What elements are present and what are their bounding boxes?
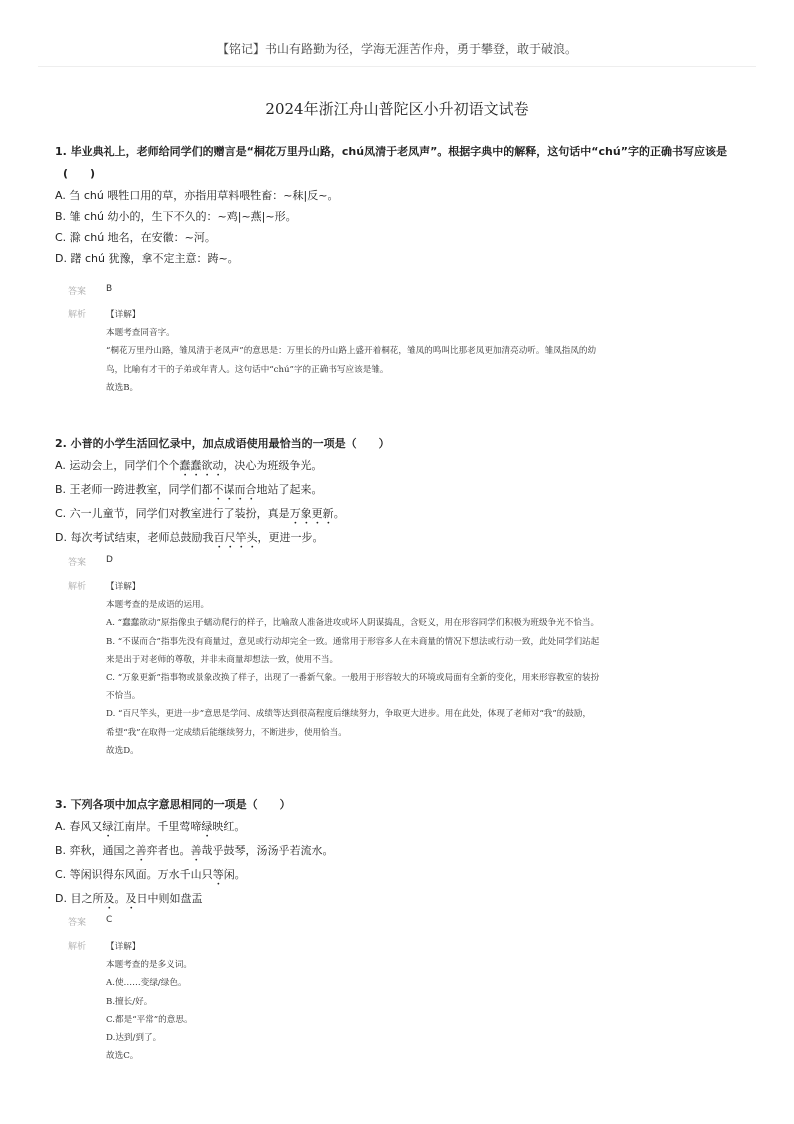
q2-analysis-block (68, 578, 728, 760)
q1-answer-block (68, 284, 728, 297)
analysis-line: 故选D。 (106, 745, 139, 756)
analysis-line: 【详解】 (106, 942, 141, 952)
analysis-line: D. “百尺竿头，更进一步”意思是学问、成绩等达到很高程度后继续努力，争取更大进步。用在此处，体现了老师对“我”的鼓励， (106, 709, 592, 720)
q2-option-a: A. 运动会上，同学们个个蠢蠢欲动，决心为班级争光。 (55, 459, 323, 472)
q3-option-d: D. 目之所及。及日中则如盘盂 (55, 892, 203, 905)
emphasized-char: 等 (212, 868, 224, 881)
analysis-line: 本题考查的是成语的运用。 (106, 600, 210, 611)
analysis-line: 本题考查同音字。 (106, 328, 175, 339)
q3-analysis-block (68, 938, 728, 1065)
q3-option-a: A. 春风又绿江南岸。千里莺啼绿映红。 (55, 820, 246, 833)
answer-label: 答案 (68, 918, 87, 928)
q3-option-b: B. 弈秋，通国之善弈者也。善哉乎鼓琴，汤汤乎若流水。 (55, 844, 334, 857)
emphasized-idiom: 蠢蠢欲动 (179, 459, 224, 472)
analysis-label: 解析 (68, 310, 87, 320)
analysis-line: 鸟，比喻有才干的子弟或年青人。这句话中“chú”字的正确书写应该是雏。 (106, 364, 389, 375)
analysis-line: A. “蠢蠢欲动”原指像虫子蠕动爬行的样子，比喻敌人准备进攻或坏人阴谋捣乱，含贬义，用在形容同学们积极为班级争光不恰当。 (106, 618, 600, 629)
q1-option-c: C. 滁 chú 地名，在安徽：~河。 (55, 231, 216, 244)
q2-answer-value: D (106, 555, 113, 565)
page-title: 2024年浙江舟山普陀区小升初语文试卷 (265, 100, 529, 118)
question-3 (55, 794, 745, 912)
question-2-stem: 2. 小普的小学生活回忆录中，加点成语使用最恰当的一项是（ ） (55, 437, 390, 450)
q1-option-b: B. 雏 chú 幼小的，生下不久的：~鸡|~燕|~形。 (55, 210, 297, 223)
header-divider (38, 66, 756, 67)
analysis-label: 解析 (68, 942, 87, 952)
q2-option-c: C. 六一儿童节，同学们对教室进行了装扮，真是万象更新。 (55, 507, 345, 520)
q2-option-b: B. 王老师一跨进教室，同学们都不谋而合地站了起来。 (55, 483, 323, 496)
q3-answer-block (68, 915, 728, 928)
q3-answer-value: C (106, 915, 113, 925)
q1-analysis-block (68, 306, 728, 397)
emphasized-idiom: 不谋而合 (212, 483, 257, 496)
q1-option-d: D. 躇 chú 犹豫，拿不定主意：踌~。 (55, 252, 239, 265)
analysis-line: “桐花万里丹山路，雏凤清于老凤声”的意思是：万里长的丹山路上盛开着桐花，雏凤的鸣叫比那老凤更加清亮动听。雏凤指凤的幼 (106, 346, 597, 357)
emphasized-char: 及 (125, 892, 137, 905)
answer-label: 答案 (68, 287, 87, 297)
emphasized-char: 绿 (201, 820, 213, 833)
analysis-line: A.使……变绿/绿色。 (106, 978, 187, 989)
question-1-stem: 1. 毕业典礼上，老师给同学们的赠言是“桐花万里丹山路，chú凤清于老凤声”。根据字典中的解释，这句话中“chú”字的正确书写应该是 (55, 145, 727, 158)
analysis-line: 本题考查的是多义词。 (106, 960, 192, 971)
q3-option-c: C. 等闲识得东风面。万水千山只等闲。 (55, 868, 246, 881)
question-1 (55, 141, 745, 269)
q1-answer-value: B (106, 284, 113, 294)
analysis-line: B.擅长/好。 (106, 996, 153, 1007)
analysis-line: D.达到/到了。 (106, 1033, 162, 1044)
emphasized-char: 及 (103, 892, 115, 905)
answer-label: 答案 (68, 558, 87, 568)
analysis-line: B. “不谋而合”指事先没有商量过，意见或行动却完全一致。通常用于形容多人在未商量的情况下想法或行动一致，此处同学们站起 (106, 636, 600, 647)
emphasized-idiom: 万象更新 (289, 507, 334, 520)
emphasized-char: 善 (135, 844, 147, 857)
q1-option-a: A. 刍 chú 喂牲口用的草，亦指用草料喂牲畜：~秣|反~。 (55, 189, 339, 202)
analysis-line: 不恰当。 (106, 691, 141, 702)
analysis-line: C. “万象更新”指事物或景象改换了样子，出现了一番新气象。一般用于形容较大的环境或局面有全新的变化，用来形容教室的装扮 (106, 673, 600, 684)
analysis-line: 故选B。 (106, 382, 139, 393)
emphasized-char: 绿 (102, 820, 114, 833)
q2-answer-block (68, 555, 728, 568)
emphasized-idiom: 百尺竿头 (213, 531, 258, 544)
analysis-line: 来是出于对老师的尊敬，并非未商量却想法一致，使用不当。 (106, 654, 339, 665)
question-2 (55, 433, 745, 551)
question-1-blank: ( ) (63, 167, 96, 180)
analysis-line: 希望“我”在取得一定成绩后能继续努力，不断进步，使用恰当。 (106, 727, 347, 738)
analysis-line: 【详解】 (106, 582, 141, 592)
analysis-line: C.都是“平常”的意思。 (106, 1014, 193, 1025)
analysis-label: 解析 (68, 582, 87, 592)
analysis-line: 【详解】 (106, 310, 141, 320)
question-3-stem: 3. 下列各项中加点字意思相同的一项是（ ） (55, 798, 291, 811)
q2-option-d: D. 每次考试结束，老师总鼓励我百尺竿头，更进一步。 (55, 531, 324, 544)
analysis-line: 故选C。 (106, 1051, 139, 1062)
motto-banner: 【铭记】书山有路勤为径，学海无涯苦作舟，勇于攀登，敢于破浪。 (216, 42, 577, 56)
emphasized-char: 善 (190, 844, 202, 857)
